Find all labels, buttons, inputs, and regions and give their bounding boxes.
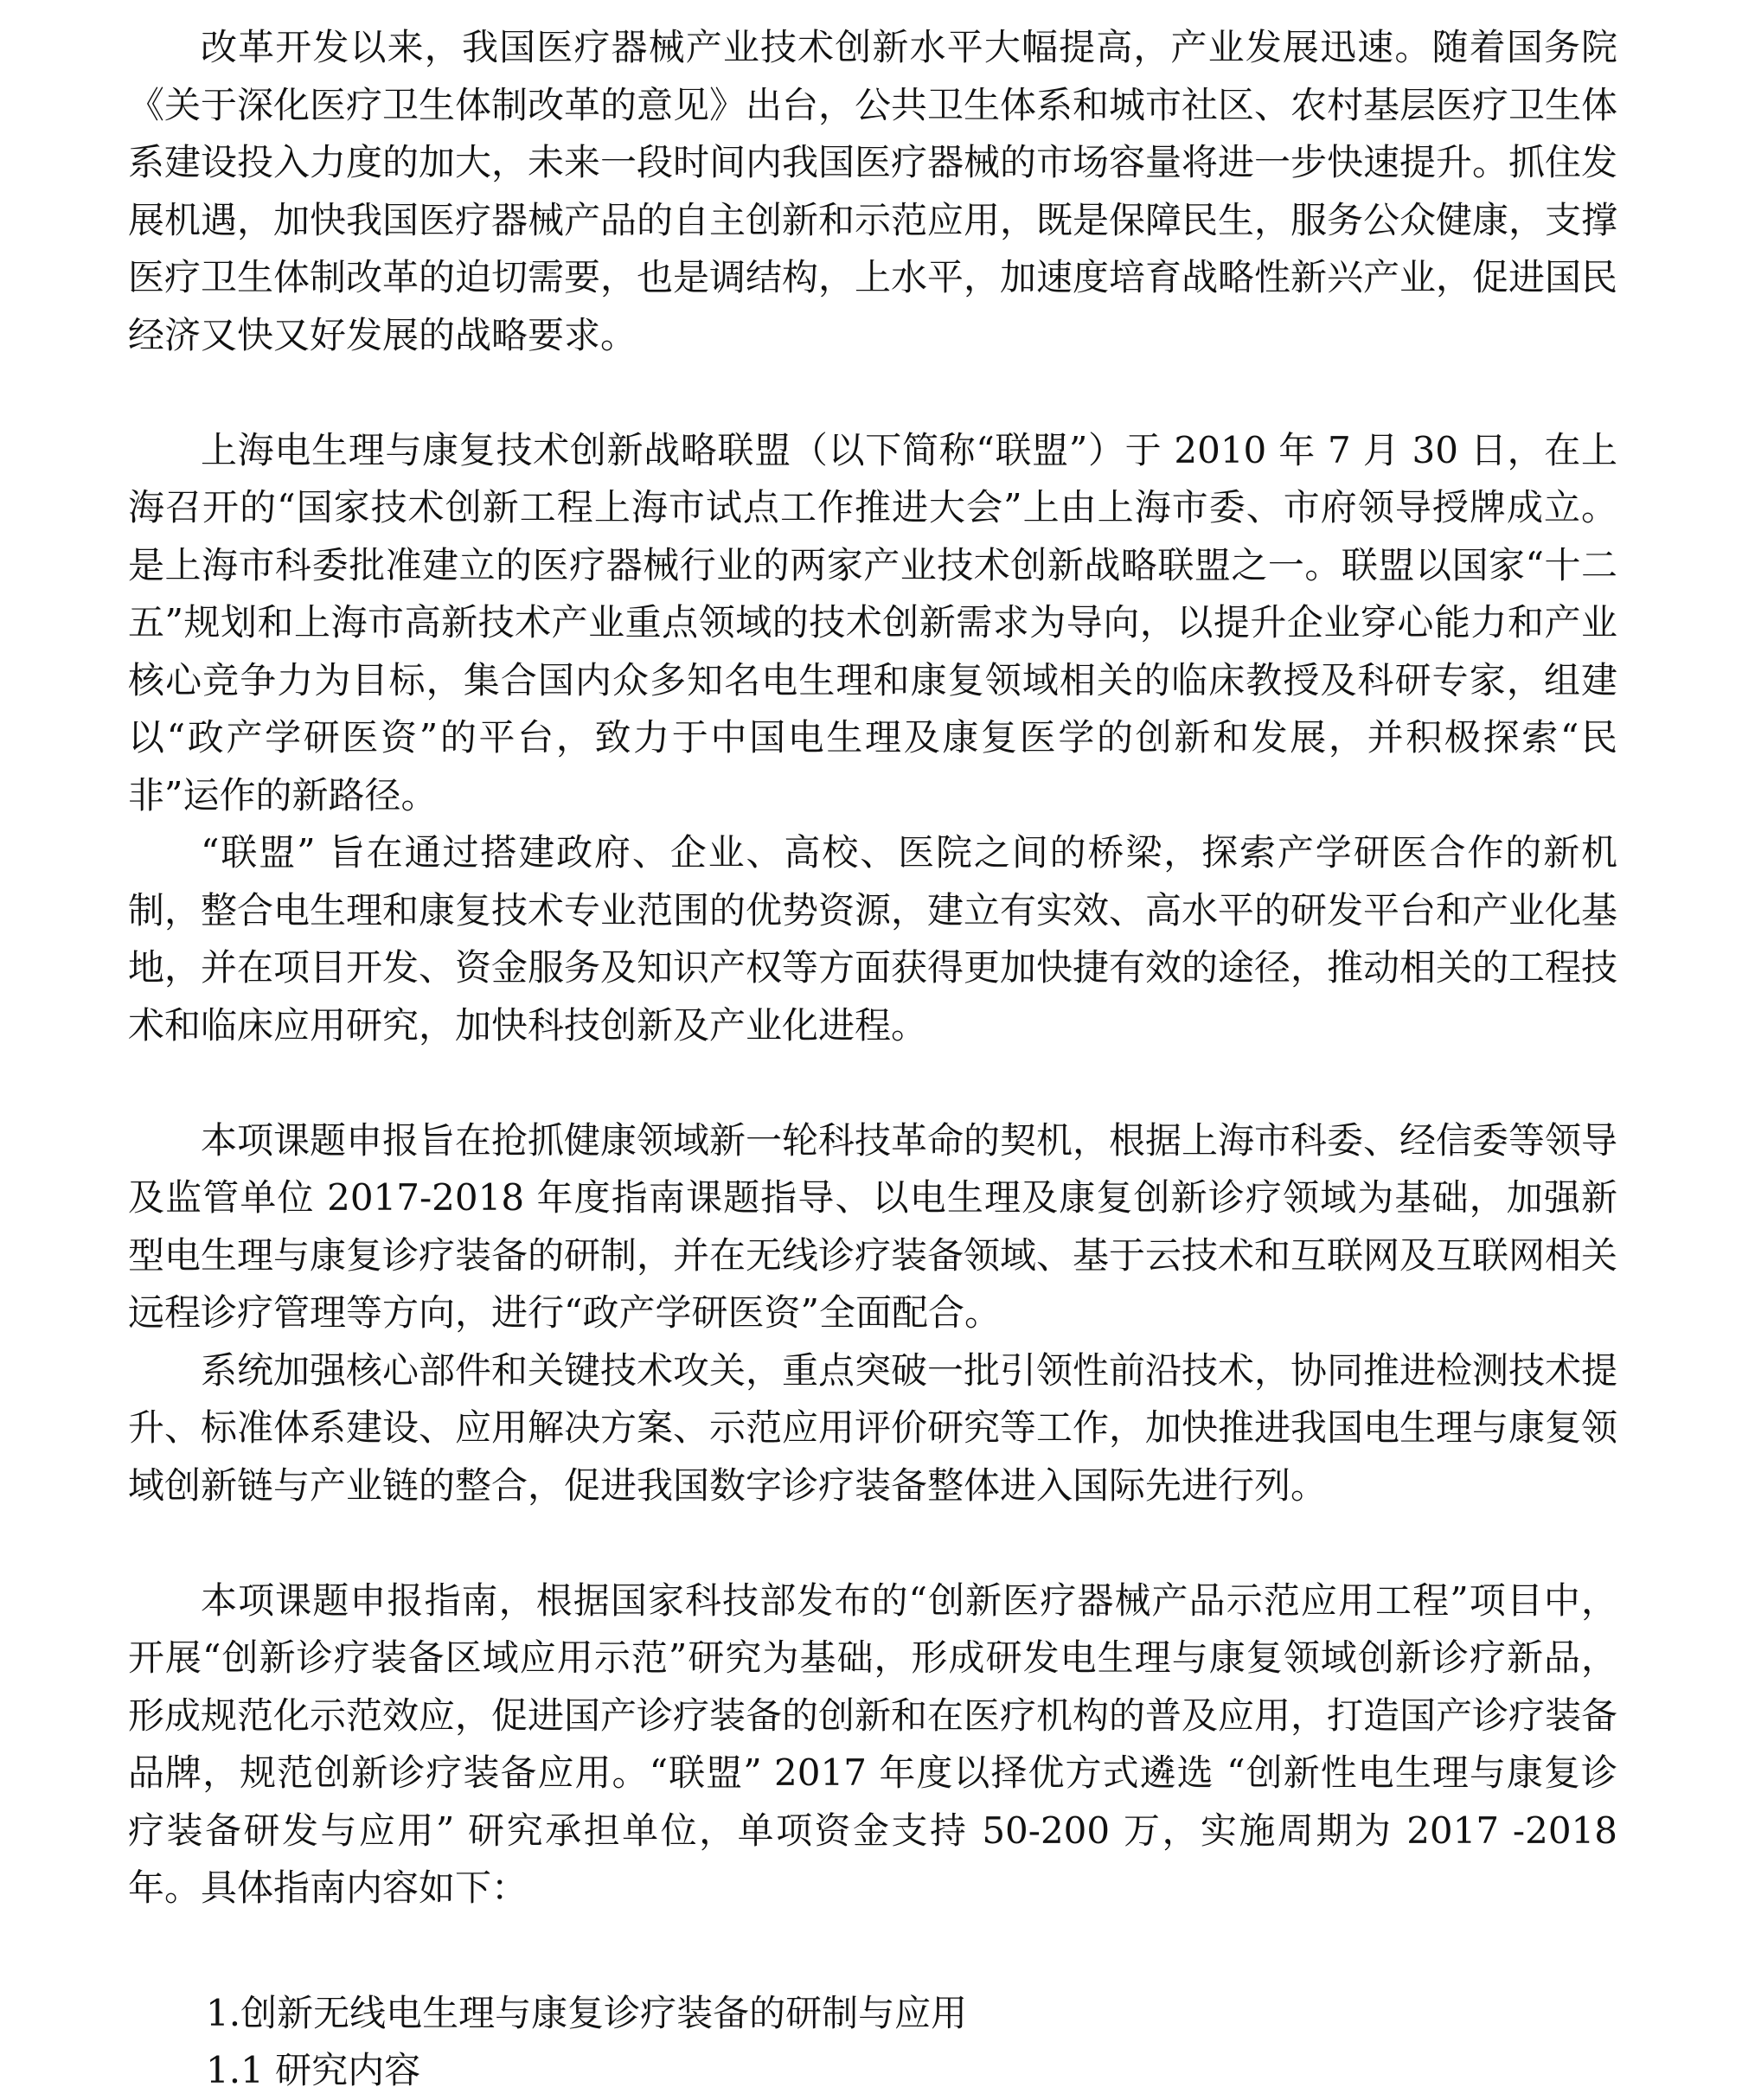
paragraph-project-aim: 本项课题申报旨在抢抓健康领域新一轮科技革命的契机，根据上海市科委、经信委等领导及监管单位 2017-2018 年度指南课题指导、以电生理及康复创新诊疗领域为基础，加强新型电生理与康复诊疗装备的研制，并在无线诊疗装备领域、基于云技术和互联网及互联网相关远程诊疗管理等方向，进行“政产学研医资”全面配合。 [128, 1118, 1618, 1334]
paragraph-system-strengthening: 系统加强核心部件和关键技术攻关，重点突破一批引领性前沿技术，协同推进检测技术提升、标准体系建设、应用解决方案、示范应用评价研究等工作，加快推进我国电生理与康复领域创新链与产业链的整合，促进我国数字诊疗装备整体进入国际先进行列。 [128, 1348, 1618, 1507]
paragraph-alliance-purpose: “联盟” 旨在通过搭建政府、企业、高校、医院之间的桥梁，探索产学研医合作的新机制，整合电生理和康复技术专业范围的优势资源，建立有实效、高水平的研发平台和产业化基地，并在项目开发、资金服务及知识产权等方面获得更加快捷有效的途径，推动相关的工程技术和临床应用研究，加快科技创新及产业化进程。 [128, 831, 1618, 1047]
paragraph-background: 改革开发以来，我国医疗器械产业技术创新水平大幅提高，产业发展迅速。随着国务院《关于深化医疗卫生体制改革的意见》出台，公共卫生体系和城市社区、农村基层医疗卫生体系建设投入力度的加大，未来一段时间内我国医疗器械的市场容量将进一步快速提升。抓住发展机遇，加快我国医疗器械产品的自主创新和示范应用，既是保障民生，服务公众健康，支撑医疗卫生体制改革的迫切需要，也是调结构，上水平，加速度培育战略性新兴产业，促进国民经济又快又好发展的战略要求。 [128, 26, 1618, 356]
subsection-heading: 1.1 研究内容 [206, 2049, 421, 2091]
paragraph-guideline: 本项课题申报指南，根据国家科技部发布的“创新医疗器械产品示范应用工程”项目中，开展“创新诊疗装备区域应用示范”研究为基础，形成研发电生理与康复领域创新诊疗新品，形成规范化示范效应，促进国产诊疗装备的创新和在医疗机构的普及应用，打造国产诊疗装备品牌，规范创新诊疗装备应用。“联盟” 2017 年度以择优方式遴选 “创新性电生理与康复诊疗装备研发与应用” 研究承担单位，单项资金支持 50-200 万，实施周期为 2017 -2018 年。具体指南内容如下： [128, 1578, 1618, 1909]
paragraph-alliance-intro: 上海电生理与康复技术创新战略联盟（以下简称“联盟”）于 2010 年 7 月 30 日，在上海召开的“国家技术创新工程上海市试点工作推进大会”上由上海市委、市府领导授牌成立。是上海市科委批准建立的医疗器械行业的两家产业技术创新战略联盟之一。联盟以国家“十二五”规划和上海市高新技术产业重点领域的技术创新需求为导向，以提升企业穿心能力和产业核心竞争力为目标，集合国内众多知名电生理和康复领域相关的临床教授及科研专家，组建以“政产学研医资”的平台，致力于中国电生理及康复医学的创新和发展，并积极探索“民非”运作的新路径。 [128, 428, 1617, 816]
document-page [128, 19, 1617, 2100]
section-heading: 1.创新无线电生理与康复诊疗装备的研制与应用 [206, 1991, 968, 2034]
